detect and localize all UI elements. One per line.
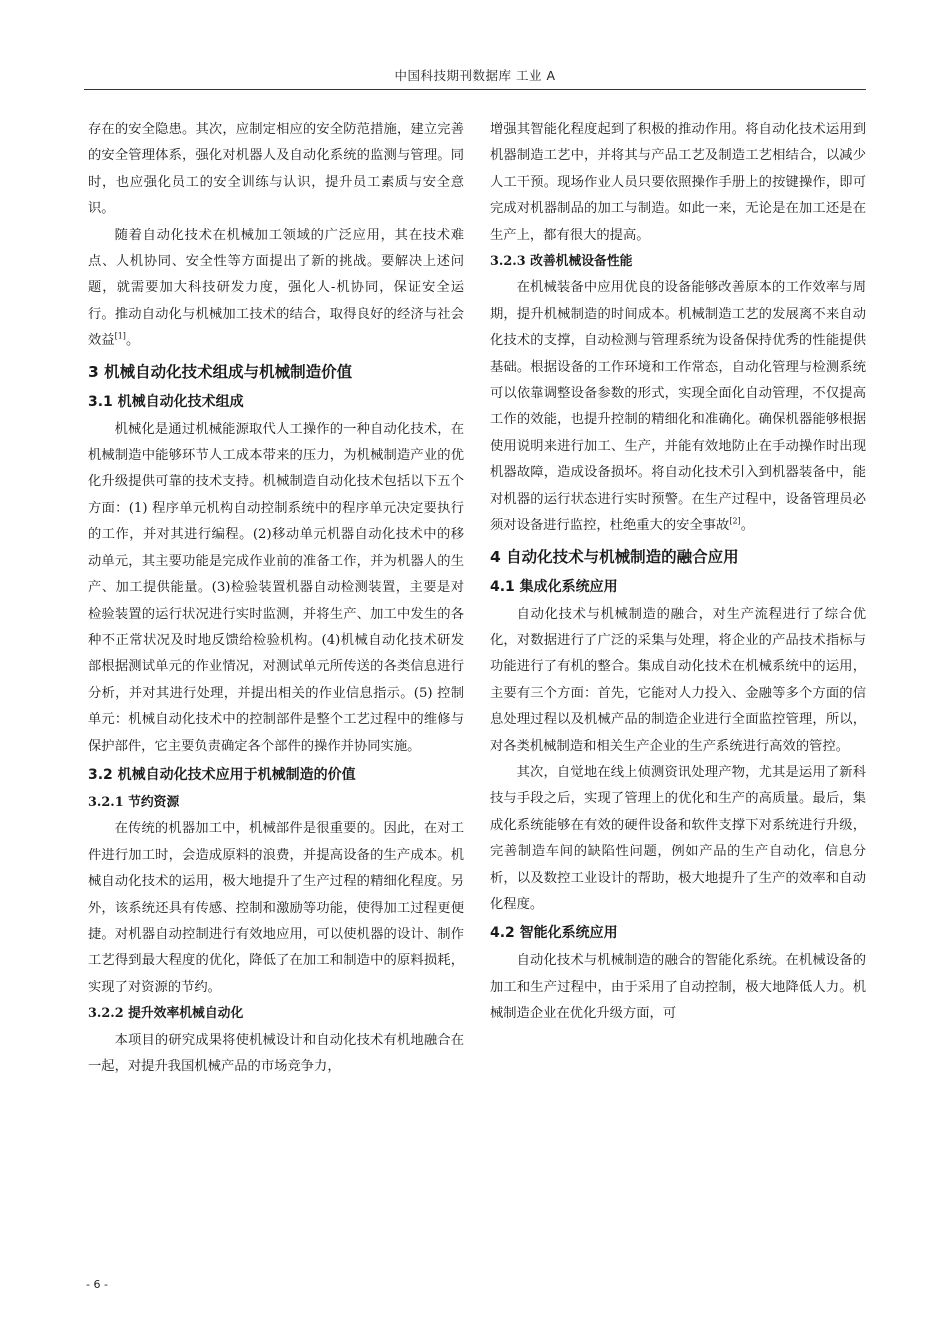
paragraph-with-citation [490, 275, 866, 539]
journal-title: 中国科技期刊数据库 工业 A [394, 68, 556, 83]
paragraph: 在传统的机器加工中，机械部件是很重要的。因此，在对工件进行加工时，会造成原料的浪费，并提高设备的生产成本。机械自动化技术的运用，极大地提升了生产过程的精细化程度。另外，该系统还具有传感、控制和激励等功能，使得加工过程更便捷。对机器自动控制进行有效地应用，可以使机器的设计、制作工艺得到最大程度的优化，降低了在加工和制造中的原料损耗，实现了对资源的节约。 [88, 821, 464, 995]
subsubsection-heading-3-2-2: 3.2.2 提升效率机械自动化 [88, 1006, 244, 1022]
paragraph-text: 随着自动化技术在机械加工领域的广泛应用，其在技术难点、人机协同、安全性等方面提出了新的挑战。要解决上述问题，就需要加大科技研发力度，强化人-机协同，保证安全运行。推动自动化与机械加工技术的结合，取得良好的经济与社会效益 [88, 227, 464, 349]
right-column [490, 117, 866, 1028]
subsection-heading-3-2: 3.2 机械自动化技术应用于机械制造的价值 [88, 766, 356, 783]
paragraph: 其次，自觉地在线上侦测资讯处理产物，尤其是运用了新科技与手段之后，实现了管理上的优化和生产的高质量。最后，集成化系统能够在有效的硬件设备和软件支撑下对系统进行升级，完善制造车间的缺陷性问题，例如产品的生产自动化，信息分析，以及数控工业设计的帮助，极大地提升了生产的效率和自动化程度。 [490, 764, 866, 912]
subsection-heading-4-1: 4.1 集成化系统应用 [490, 578, 618, 595]
paragraph-end: 。 [125, 333, 140, 349]
paragraph: 增强其智能化程度起到了积极的推动作用。将自动化技术运用到机器制造工艺中，并将其与产品工艺及制造工艺相结合，以减少人工干预。现场作业人员只要依照操作手册上的按键操作，即可完成对机器制品的加工与制造。如此一来，无论是在加工还是在生产上，都有很大的提高。 [490, 122, 866, 243]
paragraph: 存在的安全隐患。其次，应制定相应的安全防范措施，建立完善的安全管理体系，强化对机器人及自动化系统的监测与管理。同时，也应强化员工的安全训练与认识，提升员工素质与安全意识。 [88, 122, 464, 217]
page-number: - 6 - [86, 1278, 108, 1291]
citation-marker: [2] [729, 516, 741, 526]
paragraph-with-citation [88, 223, 464, 355]
section-heading-4: 4 自动化技术与机械制造的融合应用 [490, 547, 739, 566]
paragraph-end: 。 [740, 518, 754, 534]
left-column [88, 117, 464, 1080]
paragraph: 自动化技术与机械制造的融合，对生产流程进行了综合优化，对数据进行了广泛的采集与处理，将企业的产品技术指标与功能进行了有机的整合。集成自动化技术在机械系统中的运用，主要有三个方面：首先，它能对人力投入、金融等多个方面的信息处理过程以及机械产品的制造企业进行全面监控管理，所以，对各类机械制造和相关生产企业的生产系统进行高效的管控。 [490, 606, 866, 754]
paragraph-text: 在机械装备中应用优良的设备能够改善原本的工作效率与周期，提升机械制造的时间成本。机械制造工艺的发展离不来自动化技术的支撑，自动检测与管理系统为设备保持优秀的性能提供基础。根据设备的工作环境和工作常态，自动化管理与检测系统可以依靠调整设备参数的形式，实现全面化自动管理，不仅提高工作的效能，也提升控制的精细化和准确化。确保机器能够根据使用说明来进行加工、生产，并能有效地防止在手动操作时出现机器故障，造成设备损坏。将自动化技术引入到机器装备中，能对机器的运行状态进行实时预警。在生产过程中，设备管理员必须对设备进行监控，杜绝重大的安全事故 [490, 280, 866, 534]
section-heading-3: 3 机械自动化技术组成与机械制造价值 [88, 362, 353, 381]
subsection-heading-4-2: 4.2 智能化系统应用 [490, 925, 618, 942]
subsubsection-heading-3-2-1: 3.2.1 节约资源 [88, 794, 180, 810]
citation-marker: [1] [114, 331, 126, 341]
paragraph: 自动化技术与机械制造的融合的智能化系统。在机械设备的加工和生产过程中，由于采用了自动控制，极大地降低人力。机械制造企业在优化升级方面，可 [490, 953, 866, 1022]
running-header [84, 0, 866, 90]
subsection-heading-3-1: 3.1 机械自动化技术组成 [88, 393, 244, 410]
paragraph: 机械化是通过机械能源取代人工操作的一种自动化技术，在机械制造中能够环节人工成本带来的压力，为机械制造产业的优化升级提供可靠的技术支持。机械制造自动化技术包括以下五个方面：(1) 程序单元机构自动控制系统中的程序单元决定要执行的工作，并对其进行编程。(2)移动单元机器自动化技术中的移动单元，其主要功能是完成作业前的准备工作，并为机器人的生产、加工提供能量。(3)检验装置机器自动检测装置，主要是对检验装置的运行状况进行实时监测，并将生产、加工中发生的各种不正常状况及时地反馈给检验机构。(4)机械自动化技术研发部根据测试单元的作业情况，对测试单元所传送的各类信息进行分析，并对其进行处理，并提出相关的作业信息指示。(5) 控制单元：机械自动化技术中的控制部件是整个工艺过程中的维修与保护部件，它主要负责确定各个部件的操作并协同实施。 [88, 421, 464, 754]
subsubsection-heading-3-2-3: 3.2.3 改善机械设备性能 [490, 254, 633, 270]
paragraph: 本项目的研究成果将使机械设计和自动化技术有机地融合在一起，对提升我国机械产品的市场竞争力， [88, 1032, 464, 1074]
